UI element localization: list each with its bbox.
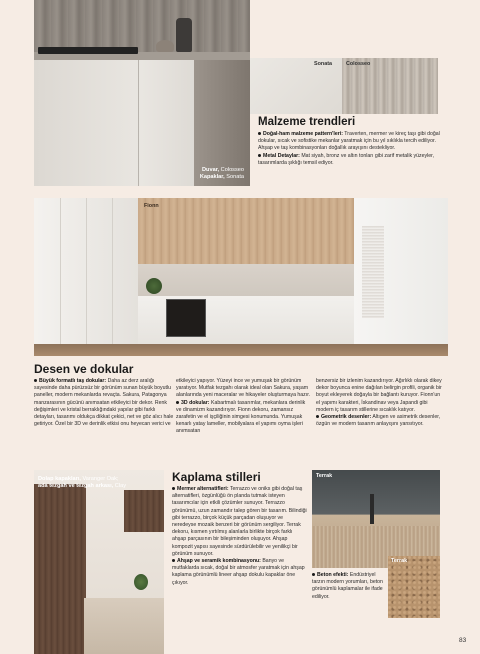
patterns-col2 xyxy=(176,378,312,436)
patterns-bullet: 3D dokular: Kabartmalı tasarımlar, mekanlara derinlik ve dinamizm kazandırıyor. Fionn dekoru, zamansız zarafetin ve el işçiliğinin simgesi konumunda. Yumuşak kenarlı yatay lameller, mobilyalara el yapımı oyma işleri anımsatan xyxy=(176,399,306,435)
patterns-bullet: Geometrik desenler: Altıgen ve asimetrik desenler, özgün ve modern tasarım anlayışını yansıtıyor. xyxy=(316,414,441,428)
coating-photo-caption: Dolap kapakları, Varanger Oak; ada tezgah ve tezgah arkası, Clay xyxy=(38,476,126,490)
plant xyxy=(134,574,148,590)
materials-bullet: Metal Detaylar: Mat siyah, bronz ve altın tonları gibi zarif metalik yüzeyler, tasarımlarda şıklığı temsil ediyor. xyxy=(258,152,434,166)
bullet-dot xyxy=(312,573,315,576)
swatch-sonata-label: Sonata xyxy=(314,61,332,67)
vase xyxy=(176,18,192,52)
bullet-dot xyxy=(176,401,179,404)
materials-photo-caption: Duvar, Colosseo Kapaklar, Sonata xyxy=(199,166,244,180)
materials-title: Malzeme trendleri xyxy=(258,116,356,128)
island xyxy=(84,598,164,654)
terrak-label-swatch: Terrak xyxy=(391,558,408,564)
patterns-col2-text: etkileyici yapıyor. Yüzeyi ince ve yumuşak bir görünüm yaratıyor. Mutfak tezgahı olarak ideal olan Sakura, yaşam alanlarında yeni maceralar ve hikayeler oluşturmaya hazır. xyxy=(176,378,311,399)
fionn-label: Fionn xyxy=(144,203,159,209)
bowl xyxy=(156,40,174,52)
coating-text xyxy=(172,486,308,587)
wood-upper-right xyxy=(124,490,164,532)
wood-upper-cabinets xyxy=(138,198,354,264)
patterns-col1 xyxy=(34,378,174,428)
bullet-dot xyxy=(172,487,175,490)
bullet-dot xyxy=(258,132,261,135)
faucet xyxy=(370,494,374,524)
coating-bullet: Ahşap ve seramik kombinasyonu: Banyo ve mutfaklarda sıcak, doğal bir atmosfer yaratmak için ahşap kaplama görünümlü lineer ahşap dokulu kapaklar öne çıkıyor. xyxy=(172,558,305,586)
photo-fionn-kitchen xyxy=(34,198,448,356)
photo-terrak xyxy=(312,470,440,568)
materials-bullet: Doğal-ham malzeme pattern'leri: Traverten, mermer ve kireç taşı gibi doğal dokular, sıcak ve sofistike mekanlar yaratmak için bu yıl sıklıkla tercih ediliyor. Ahşap ve taş kombinasyonları doğallık arayışını destekliyor. xyxy=(258,131,440,152)
swatch-colosseo xyxy=(342,58,438,114)
swatch-colosseo-label: Colosseo xyxy=(346,61,371,67)
photo-marble-kitchen xyxy=(34,0,250,186)
patterns-title: Desen ve dokular xyxy=(34,362,134,376)
photo-varanger-kitchen xyxy=(34,470,164,654)
swatch-terrak xyxy=(388,556,440,618)
swatch-sonata xyxy=(250,58,342,114)
terrak-label-top: Terrak xyxy=(316,473,333,479)
cabinet-seam xyxy=(60,198,61,344)
bullet-dot xyxy=(258,154,261,157)
wood-tall-cabinet xyxy=(34,484,86,654)
cooktop xyxy=(38,47,138,54)
backsplash xyxy=(138,264,354,296)
cabinet-seam xyxy=(86,198,87,344)
window-blinds xyxy=(362,226,384,318)
materials-text xyxy=(258,131,440,167)
cabinet-seam xyxy=(138,60,139,186)
plant xyxy=(146,278,162,294)
coating-bullet: Mermer alternatifleri: Terrazzo ve oniks gibi doğal taş alternatifleri, özgünlüğü ön planda tutmak isteyen tasarımcılar için etkili çözümler sunuyor. Terrazzo görünümü, uzun zamandır talep gören bir tasarım. Bilindiği gibi terrazzo, birçok küçük parçadan oluşuyor ve neredeyse mozaik benzeri bir görünüm sergiliyor. Terrak dekoru, kısmen yırtılmış alanlarla birlikte birçok farklı ahşap parçasının bir bileşiminden oluşuyor. Ahşap kompozit yapısı sayesinde sürdürülebilir ve yenilikçi bir görünüm sunuyor. xyxy=(172,486,307,557)
patterns-col3-text: benzersiz bir izlenim kazandırıyor. Ağırlıklı olarak dikey dekor boyunca enine dağılan belirgin profili, organik bir boyut ekleyerek doğayla bir bağlantı kuruyor. Fionn'un el yapımı karakteri, İskandinav veya Japandi gibi modern iç tasarım stillerine sıcaklık katıyor. xyxy=(316,378,442,413)
bullet-dot xyxy=(34,379,37,382)
beton-text xyxy=(312,572,386,601)
beton-bullet: Beton efekti: Endüstriyel tarzın modern yorumları, beton görünümlü kaplamalar ile ifade ediliyor. xyxy=(312,572,383,600)
bullet-dot xyxy=(172,559,175,562)
coating-title: Kaplama stilleri xyxy=(172,470,261,484)
oven xyxy=(166,299,206,337)
page-number: 83 xyxy=(459,637,467,644)
bullet-dot xyxy=(316,415,319,418)
cabinet-seam xyxy=(112,198,113,344)
patterns-col3 xyxy=(316,378,444,428)
floor xyxy=(34,344,448,356)
patterns-bullet: Büyük formatlı taş dokular: Daha az derz aralığı sayesinde daha pürüzsüz bir görünüm sunan büyük boyutlu paneller, modern mekanlarda revaçta. Sakura, Patagonya manzarasının gücünü anımsatan etkileyici bir dekor. Renk değişimleri ve kristal berraklığındaki yapılar gibi farklı detayları, tasarımı oldukça dikkat çekici, net ve göz alıcı hale getiriyor. Özel bir 3D ve derinlik etkisi onu heyecan verici ve xyxy=(34,378,174,428)
